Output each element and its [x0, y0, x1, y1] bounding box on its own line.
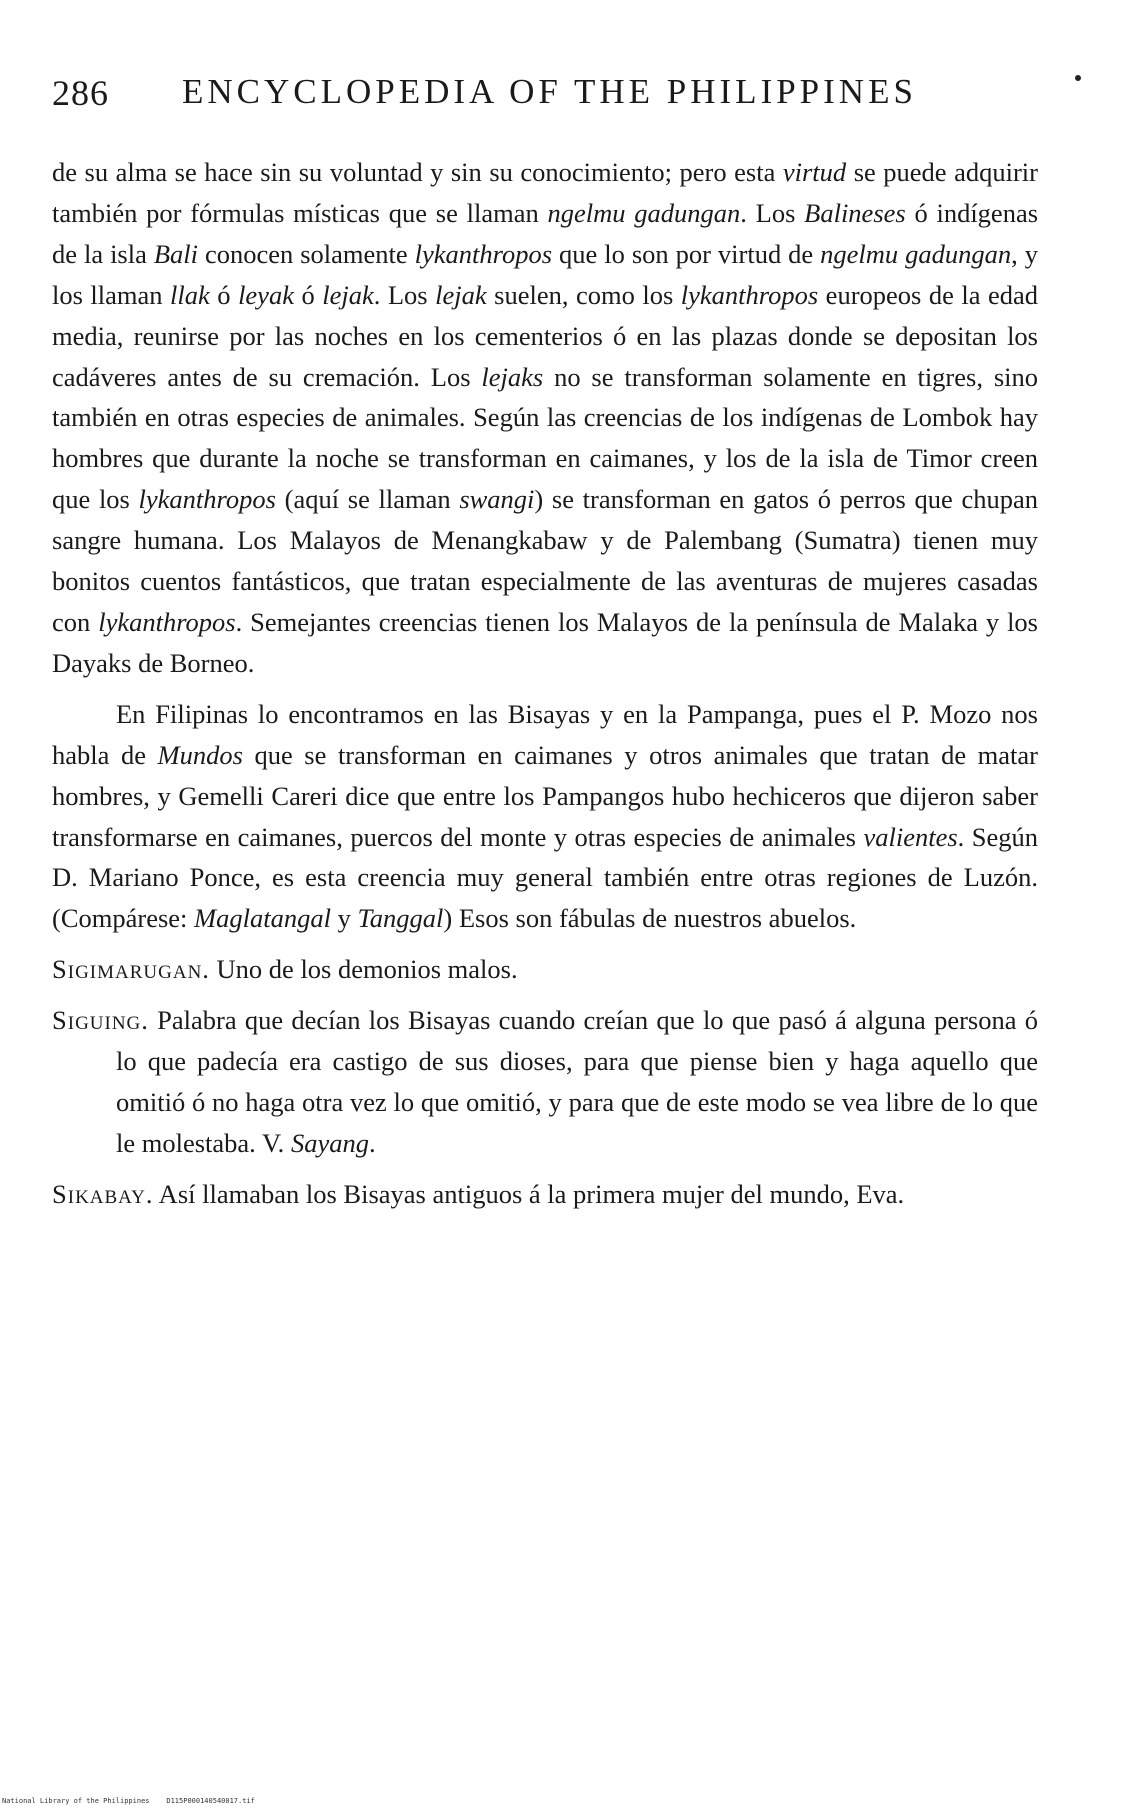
text-run: suelen, como los	[486, 279, 681, 310]
entry-headword: Sigimarugan.	[52, 954, 210, 985]
text-run: ó	[209, 279, 239, 310]
text-run: ) Esos son fábulas de nuestros abuelos.	[443, 903, 857, 934]
text-run: de su alma se hace sin su voluntad y sin su conocimiento; pero esta	[52, 157, 783, 187]
footer-file: D115P000140540017.tif	[166, 1797, 255, 1805]
text-run: ó	[293, 279, 323, 310]
italic-term: lykanthropos	[414, 238, 553, 269]
text-run: que lo son por virtud de	[552, 238, 821, 269]
italic-term: llak	[170, 279, 210, 310]
ink-speck	[1075, 75, 1081, 81]
entry-sikabay	[52, 1174, 1038, 1215]
scan-footer	[2, 1797, 255, 1805]
text-run: ) se transforman en gatos ó perros que chupan sangre humana. Los Malayos de Menangkabaw y de Palembang (Sumatra) tienen muy bonitos cuentos fantásticos, que tratan especialmente de las aventuras de mujeres casadas con	[52, 484, 1038, 637]
text-run: . Los	[740, 197, 805, 228]
entry-definition	[154, 1179, 905, 1209]
italic-term: Tanggal	[357, 903, 444, 934]
italic-term: leyak	[238, 279, 294, 310]
entry-sigimarugan	[52, 949, 1038, 990]
italic-term: ngelmu gadungan	[547, 197, 741, 228]
footer-library: National Library of the Philippines	[2, 1797, 150, 1805]
text-run: que se transforman en caimanes y otros animales que tratan de matar hombres, y Gemelli Careri dice que entre los Pampangos hubo hechiceros que dijeron saber transformarse en caimanes, puercos del monte y otras especies de animales	[52, 739, 1038, 852]
text-run: .	[368, 1127, 376, 1158]
text-run: se puede adquirir también por fórmulas místicas que se llaman	[52, 157, 1038, 228]
italic-term: lykanthropos	[98, 606, 236, 637]
entry-siguing	[52, 1000, 1038, 1164]
text-run: . Semejantes creencias tienen los Malayos de la península de Malaka y los Dayaks de Borneo.	[52, 606, 1038, 678]
text-run: (aquí se llaman	[275, 484, 460, 515]
text-run: Uno de los demonios malos.	[209, 954, 518, 985]
italic-term: virtud	[782, 157, 847, 187]
italic-term: lykanthropos	[680, 279, 819, 310]
italic-term: lejaks	[481, 361, 544, 392]
text-run: Palabra que decían los Bisayas cuando creían que lo que pasó á alguna persona ó lo que padecía era castigo de sus dioses, para que piense bien y haga aquello que omitió ó no haga otra vez lo que omitió, y para que de este modo se vea libre de lo que le molestaba. V.	[116, 1005, 1038, 1158]
running-title: ENCYCLOPEDIA OF THE PHILIPPINES	[182, 72, 917, 111]
text-run: , y los llaman	[52, 238, 1038, 310]
italic-term: ngelmu gadungan	[820, 238, 1012, 269]
italic-term: Balineses	[804, 197, 906, 228]
italic-term: Mundos	[157, 739, 243, 770]
body-text	[52, 152, 1038, 1215]
text-run: ó indígenas de la isla	[52, 197, 1039, 269]
entry-headword: Sikabay.	[52, 1178, 154, 1209]
italic-term: lykanthropos	[138, 484, 276, 515]
entry-definition	[116, 1005, 1038, 1158]
italic-term: lejak	[322, 279, 374, 310]
text-run: . Según D. Mariano Ponce, es esta creencia muy general también entre otras regiones de Luzón. (Compárese:	[52, 821, 1038, 934]
paragraph-filipinas	[52, 694, 1038, 939]
text-run: no se transforman solamente en tigres, sino también en otras especies de animales. Según las creencias de los indígenas de Lombok hay hombres que durante la noche se transforman en caimanes, y los de la isla de Timor creen que los	[52, 361, 1038, 515]
italic-term: swangi	[459, 484, 535, 515]
text-run: Así llamaban los Bisayas antiguos á la primera mujer del mundo, Eva.	[153, 1178, 905, 1209]
text-run: . Los	[373, 279, 436, 310]
page-header	[52, 72, 1042, 132]
entry-headword: Siguing.	[52, 1005, 149, 1036]
italic-term: lejak	[435, 279, 487, 310]
page-number: 286	[52, 73, 109, 113]
paragraph-lycanthropy	[52, 152, 1038, 684]
text-run: europeos de la edad media, reunirse por las noches en los cementerios ó en las plazas donde se depositan los cadáveres antes de su cremación. Los	[52, 279, 1039, 392]
italic-term: valientes	[863, 821, 958, 852]
italic-term: Bali	[153, 238, 199, 269]
text-run: y	[330, 903, 358, 934]
text-run: En Filipinas lo encontramos en las Bisayas y en la Pampanga, pues el P. Mozo nos habla de	[52, 698, 1038, 770]
text-run: conocen solamente	[198, 238, 415, 269]
italic-term: Maglatangal	[194, 903, 331, 934]
entry-definition	[210, 954, 518, 984]
italic-term: Sayang	[290, 1127, 369, 1158]
